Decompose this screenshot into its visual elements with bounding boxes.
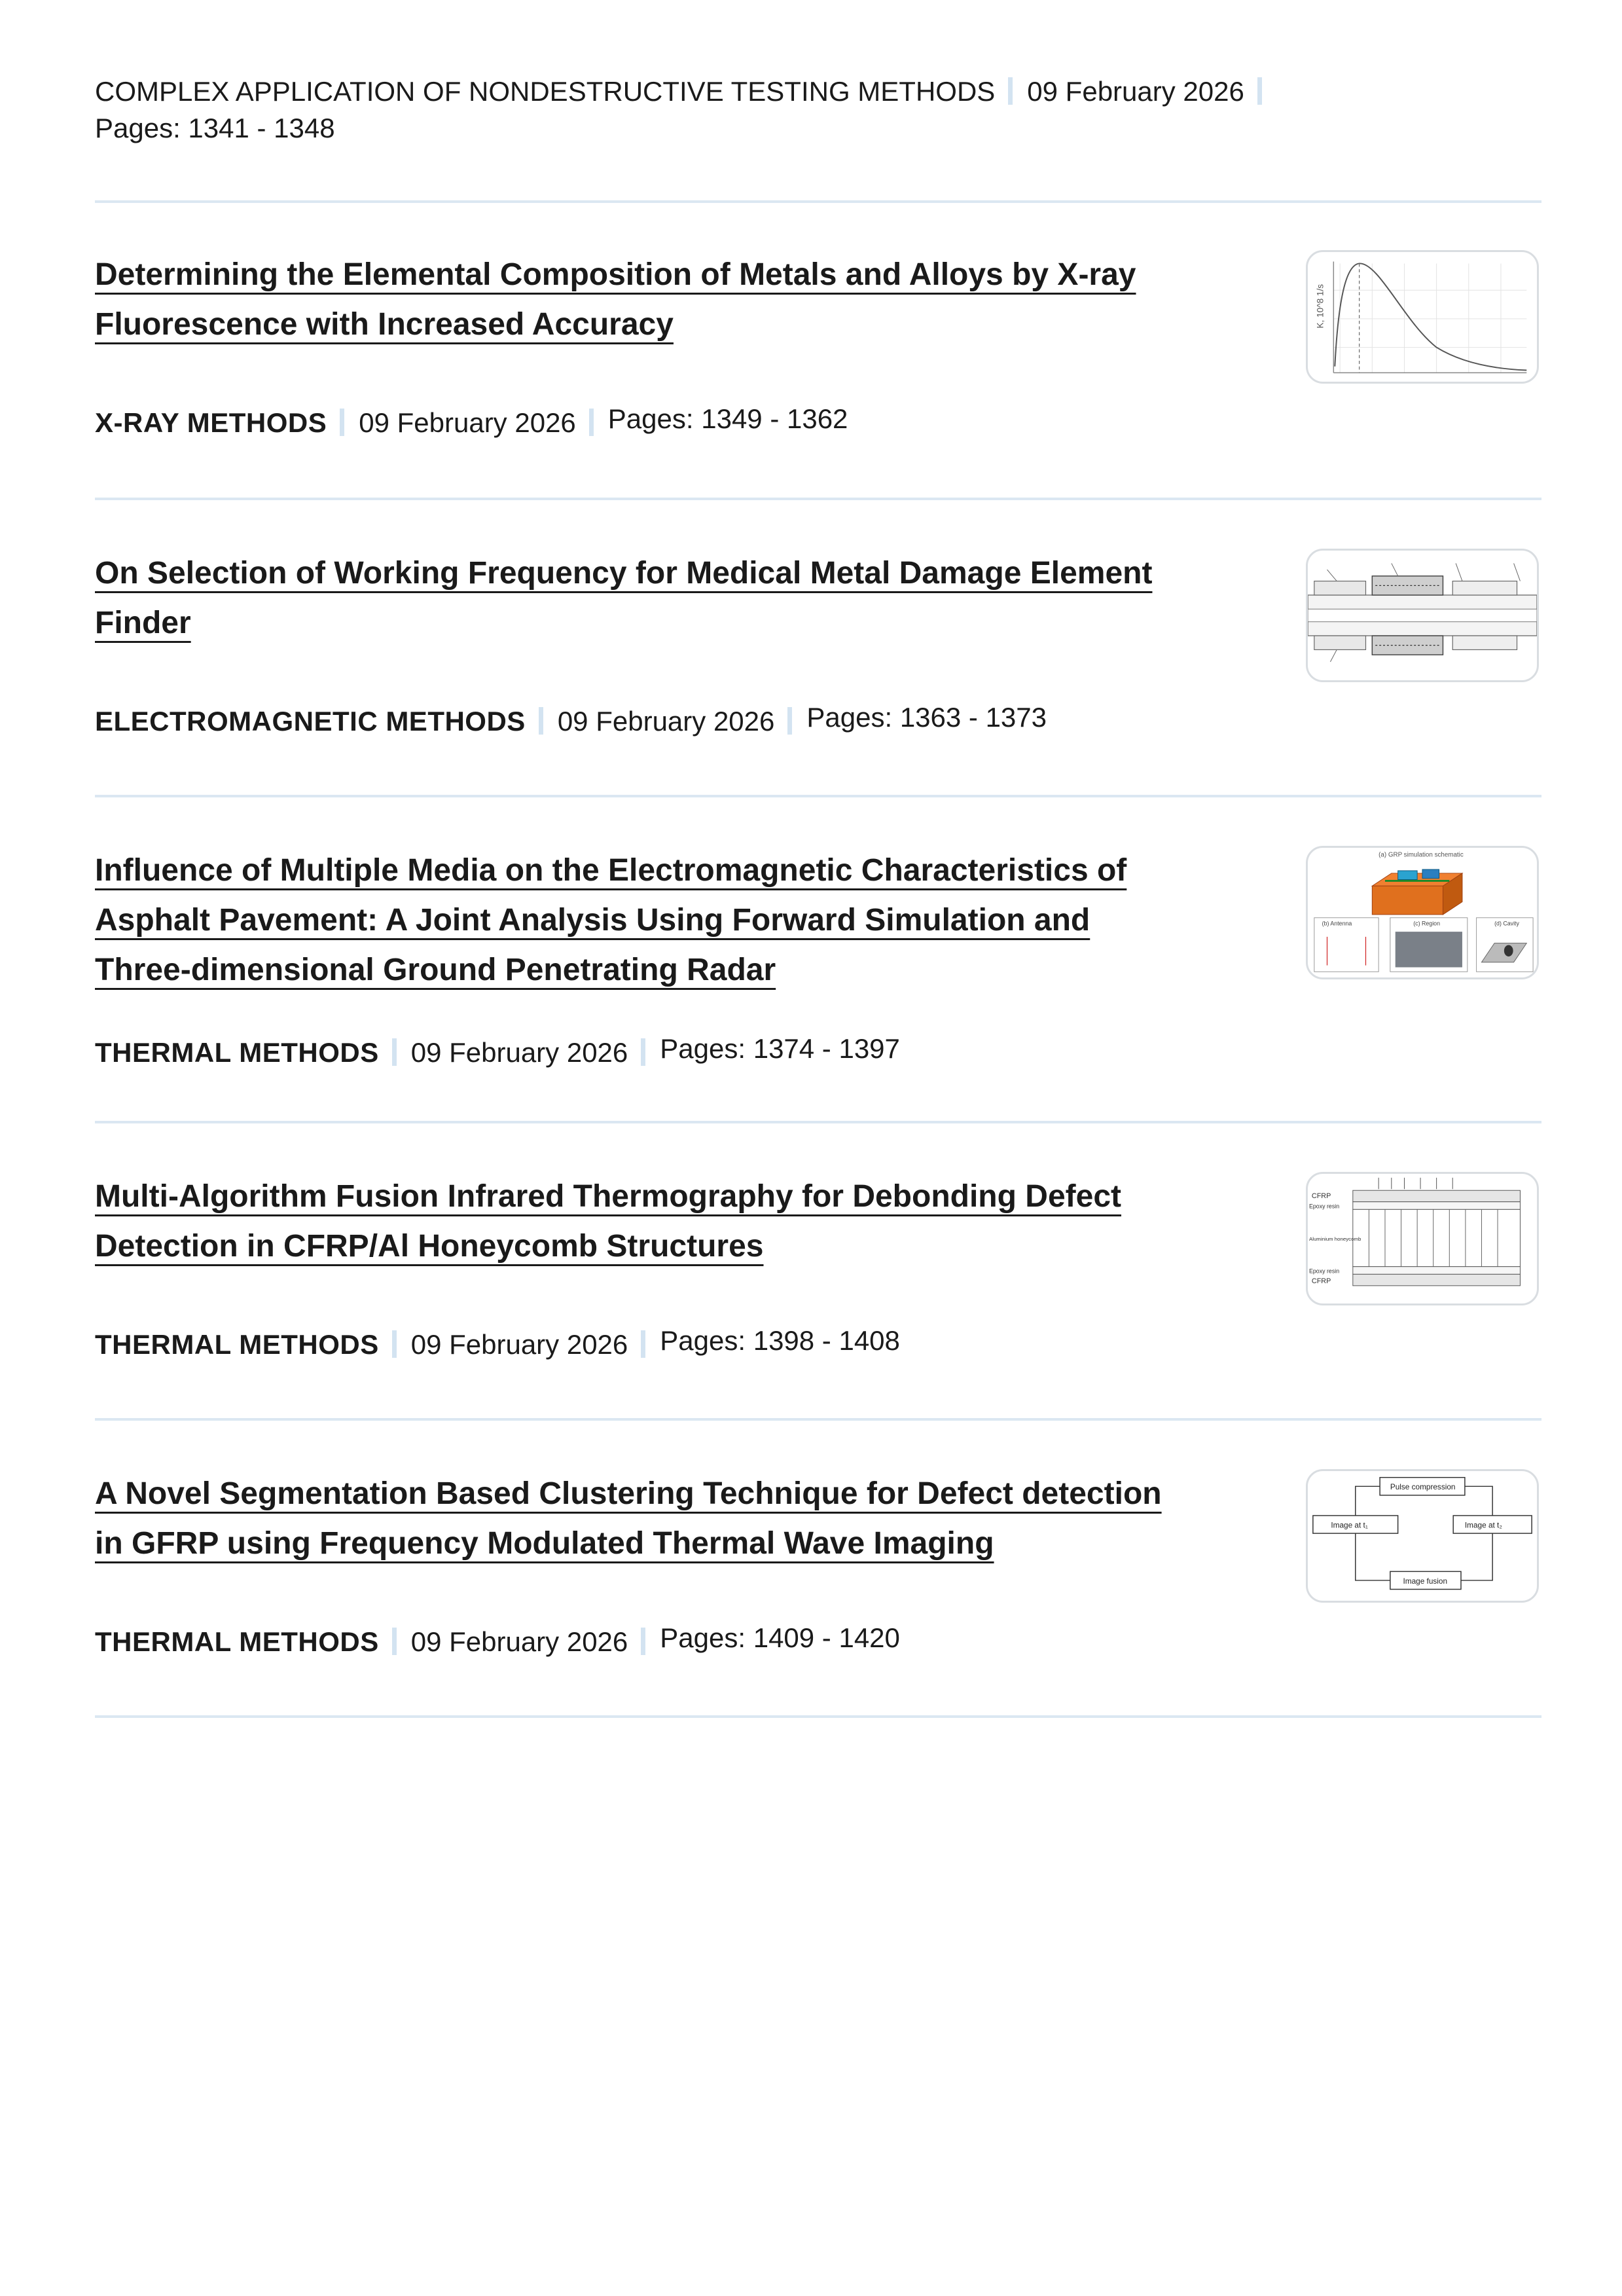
article-date: 09 February 2026 xyxy=(410,1329,628,1360)
article-title-line: in GFRP using Frequency Modulated Thermal Wave Imaging xyxy=(95,1526,994,1561)
meta-separator xyxy=(641,1330,645,1358)
article-meta xyxy=(95,1624,1234,1660)
article-meta xyxy=(95,703,1234,740)
honeycomb-structure-thumbnail[interactable] xyxy=(1306,1172,1539,1305)
article-date: 09 February 2026 xyxy=(1027,76,1244,107)
thumb-caption: Image at t₂ xyxy=(1464,1521,1502,1530)
article-pages: Pages: 1409 - 1420 xyxy=(660,1622,900,1653)
coil-diagram-thumbnail[interactable] xyxy=(1306,549,1539,682)
meta-separator xyxy=(340,409,344,436)
svg-text:K, 10^8 1/s: K, 10^8 1/s xyxy=(1315,284,1325,329)
article-meta xyxy=(95,1326,1234,1363)
meta-separator xyxy=(1008,77,1013,105)
article-category: THERMAL METHODS xyxy=(95,1329,379,1360)
article-title-line: Detection in CFRP/Al Honeycomb Structures xyxy=(95,1229,764,1264)
article-title-line: Multi-Algorithm Fusion Infrared Thermography for Debonding Defect xyxy=(95,1179,1121,1214)
article-date: 09 February 2026 xyxy=(410,1037,628,1068)
meta-separator xyxy=(392,1038,397,1066)
meta-separator xyxy=(787,707,792,735)
article-title-line: A Novel Segmentation Based Clustering Technique for Defect detection xyxy=(95,1476,1162,1511)
meta-separator xyxy=(589,409,594,436)
article-meta xyxy=(95,405,1234,441)
thumb-caption: Aluminium honeycomb xyxy=(1308,1235,1361,1242)
divider xyxy=(95,1715,1541,1718)
article-date: 09 February 2026 xyxy=(359,407,576,438)
article-category: ELECTROMAGNETIC METHODS xyxy=(95,706,526,737)
thumb-caption: Pulse compression xyxy=(1390,1483,1456,1492)
thumb-caption: Epoxy resin xyxy=(1308,1203,1340,1210)
meta-separator xyxy=(641,1038,645,1066)
article-pages: Pages: 1349 - 1362 xyxy=(607,403,848,434)
meta-separator xyxy=(1257,77,1262,105)
divider xyxy=(95,1121,1541,1123)
article-pages: Pages: 1374 - 1397 xyxy=(660,1033,900,1064)
article-pages: Pages: 1363 - 1373 xyxy=(806,702,1047,733)
thumb-caption: CFRP xyxy=(1311,1277,1331,1285)
gpr-model-thumbnail[interactable] xyxy=(1306,846,1539,979)
chart-thumbnail[interactable] xyxy=(1306,250,1539,384)
divider xyxy=(95,498,1541,500)
meta-separator xyxy=(641,1628,645,1655)
article-pages: Pages: 1398 - 1408 xyxy=(660,1325,900,1356)
divider xyxy=(95,200,1541,203)
article-pages: Pages: 1341 - 1348 xyxy=(95,113,335,143)
article-title-line: Finder xyxy=(95,606,191,640)
thumb-caption: (a) GRP simulation schematic xyxy=(1379,851,1464,859)
thumb-caption: (d) Cavity xyxy=(1494,920,1519,927)
top-entry-meta xyxy=(95,73,1404,147)
meta-separator xyxy=(392,1628,397,1655)
article-title-link[interactable] xyxy=(95,1172,1234,1271)
article-date: 09 February 2026 xyxy=(410,1626,628,1657)
thumb-caption: Epoxy resin xyxy=(1308,1267,1340,1275)
thumb-caption: (b) Antenna xyxy=(1322,920,1352,927)
thumb-caption: Image fusion xyxy=(1403,1576,1448,1586)
article-meta xyxy=(95,1034,1234,1071)
article-title-line: Three-dimensional Ground Penetrating Radar xyxy=(95,953,776,987)
article-title-link[interactable] xyxy=(95,1469,1234,1569)
article-title-link[interactable] xyxy=(95,549,1234,648)
article-category: THERMAL METHODS xyxy=(95,1037,379,1068)
article-title-line: Influence of Multiple Media on the Electromagnetic Characteristics of xyxy=(95,853,1127,888)
flowchart-thumbnail[interactable] xyxy=(1306,1469,1539,1603)
article-date: 09 February 2026 xyxy=(557,706,775,737)
meta-separator xyxy=(539,707,543,735)
article-title-link[interactable] xyxy=(95,250,1234,350)
divider xyxy=(95,795,1541,797)
thumb-caption: Image at t₁ xyxy=(1331,1521,1368,1530)
article-title-line: Asphalt Pavement: A Joint Analysis Using Forward Simulation and xyxy=(95,903,1090,938)
article-title-line: Fluorescence with Increased Accuracy xyxy=(95,307,674,342)
thumb-caption: (c) Region xyxy=(1413,920,1441,927)
article-category: COMPLEX APPLICATION OF NONDESTRUCTIVE TESTING METHODS xyxy=(95,76,996,107)
article-title-link[interactable] xyxy=(95,846,1234,995)
article-category: X-RAY METHODS xyxy=(95,407,327,438)
article-title-line: Determining the Elemental Composition of Metals and Alloys by X-ray xyxy=(95,257,1136,292)
thumb-caption: CFRP xyxy=(1311,1192,1331,1200)
article-category: THERMAL METHODS xyxy=(95,1626,379,1657)
divider xyxy=(95,1418,1541,1421)
article-title-line: On Selection of Working Frequency for Medical Metal Damage Element xyxy=(95,556,1153,591)
meta-separator xyxy=(392,1330,397,1358)
